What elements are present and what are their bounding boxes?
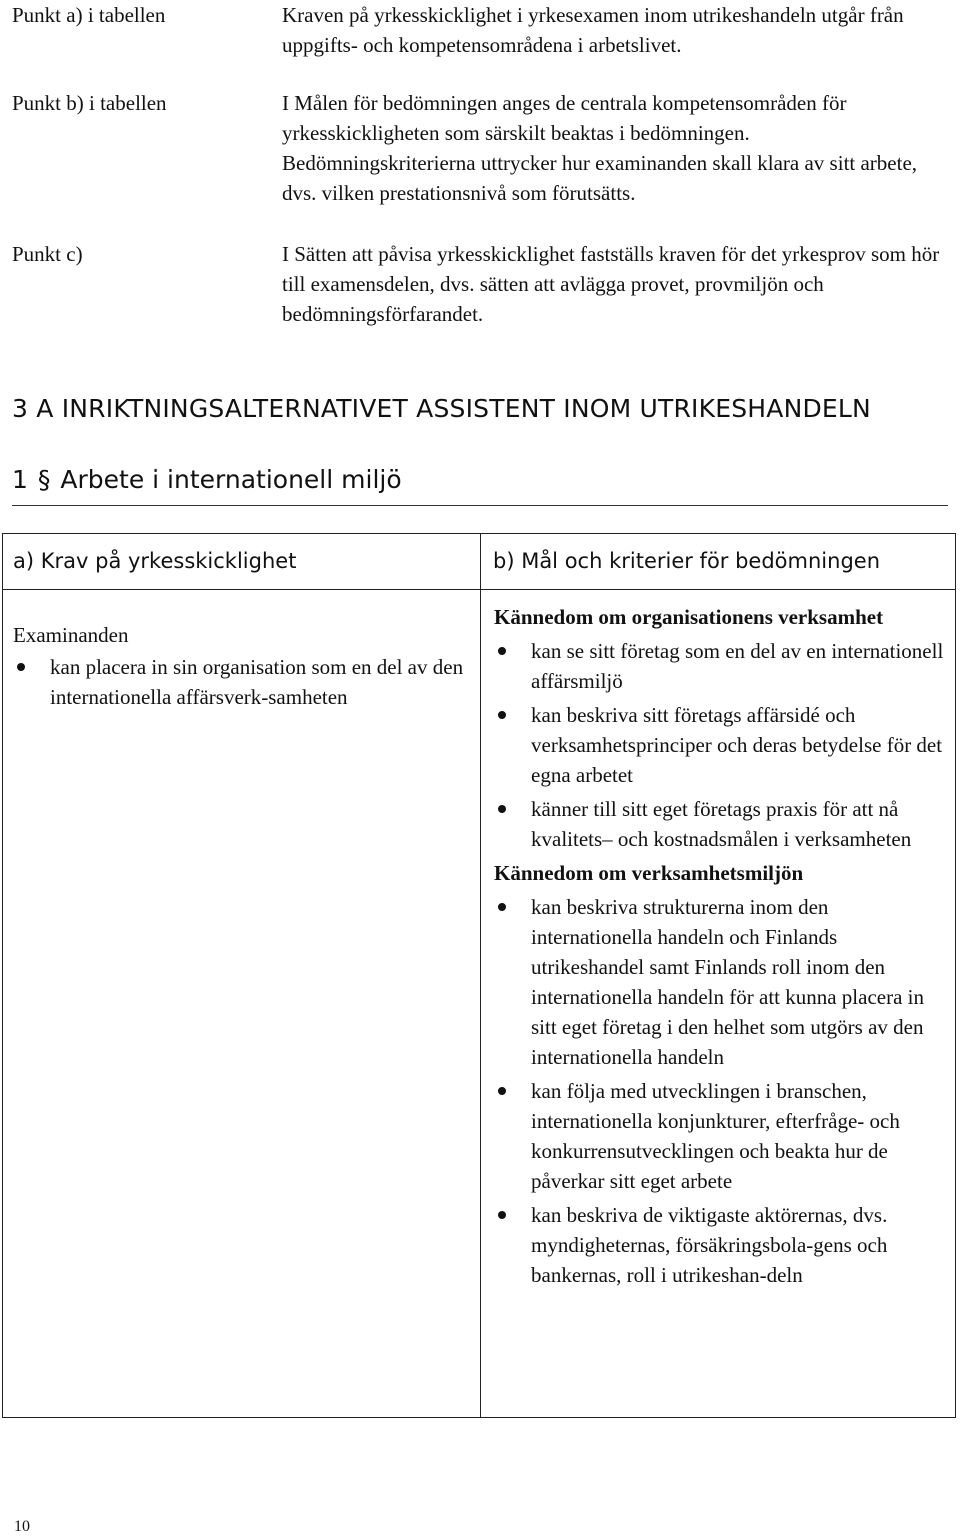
section-sign: § [37, 465, 51, 494]
list-item: kan se sitt företag som en del av en internationell affärsmiljö [494, 636, 944, 696]
subsection-number: 1 [12, 465, 28, 494]
definition-term: Punkt c) [12, 242, 83, 266]
header-divider [3, 589, 955, 590]
bullet-icon [17, 663, 25, 671]
criteria-list [494, 892, 944, 1290]
section-heading: 3 A INRIKTNINGSALTERNATIVET ASSISTENT INOM UTRIKESHANDELN [12, 394, 871, 423]
bullet-icon [498, 1211, 506, 1219]
criteria-section-title: Kännedom om verksamhetsmiljön [494, 861, 804, 885]
subsection-heading [12, 463, 948, 506]
requirements-list [13, 652, 468, 712]
examinee-label: Examinanden [13, 623, 129, 647]
definition-row-c [12, 239, 947, 329]
list-item: kan placera in sin organisation som en del av den internationella affärsverk-samheten [13, 652, 468, 712]
bullet-icon [498, 903, 506, 911]
list-item: kan följa med utvecklingen i branschen, internationella konjunkturer, efterfråge- och konkurrensutvecklingen och beakta hur de påverkar sitt eget arbete [494, 1076, 944, 1196]
criteria-list [494, 636, 944, 854]
bullet-icon [498, 711, 506, 719]
bullet-icon [498, 647, 506, 655]
criteria-section-title: Kännedom om organisationens verksamhet [494, 605, 884, 629]
column-header-criteria: b) Mål och kriterier för bedömningen [493, 549, 881, 573]
definition-row-a [12, 0, 947, 60]
definition-text: Kraven på yrkesskicklighet i yrkesexamen inom utrikeshandeln utgår från uppgifts- och kompetensområdena i arbetslivet. [282, 3, 904, 57]
page-number: 10 [14, 1518, 30, 1535]
bullet-icon [498, 1087, 506, 1095]
list-item: kan beskriva sitt företags affärsidé och verksamhetsprinciper och deras betydelse för det egna arbetet [494, 700, 944, 790]
definition-term: Punkt b) i tabellen [12, 91, 167, 115]
subsection-title: Arbete i internationell miljö [60, 465, 402, 494]
list-item: känner till sitt eget företags praxis för att nå kvalitets– och kostnadsmålen i verksamheten [494, 794, 944, 854]
bullet-icon [498, 805, 506, 813]
column-divider [480, 534, 481, 1417]
definition-term: Punkt a) i tabellen [12, 3, 166, 27]
column-header-requirements: a) Krav på yrkesskicklighet [13, 549, 297, 573]
criteria-table [2, 533, 956, 1418]
criteria-cell [494, 602, 944, 1294]
list-item: kan beskriva strukturerna inom den internationella handeln och Finlands utrikeshandel samt Finlands roll inom den internationella handeln för att kunna placera in sitt eget företag i den helhet som utgörs av den internationella handeln [494, 892, 944, 1072]
definition-text: I Målen för bedömningen anges de centrala kompetensområden för yrkesskickligheten som särskilt beaktas i bedömningen. Bedömningskriterierna uttrycker hur examinanden skall klara av sitt arbete, dvs. vilken prestationsnivå som förutsätts. [282, 91, 918, 205]
definition-text: I Sätten att påvisa yrkesskicklighet fastställs kraven för det yrkesprov som hör till examensdelen, dvs. sätten att avlägga provet, provmiljön och bedömningsförfarandet. [282, 242, 940, 326]
definition-row-b [12, 88, 947, 208]
list-item: kan beskriva de viktigaste aktörernas, dvs. myndigheternas, försäkringsbola-gens och bankernas, roll i utrikeshan-deln [494, 1200, 944, 1290]
requirements-cell [13, 620, 468, 716]
